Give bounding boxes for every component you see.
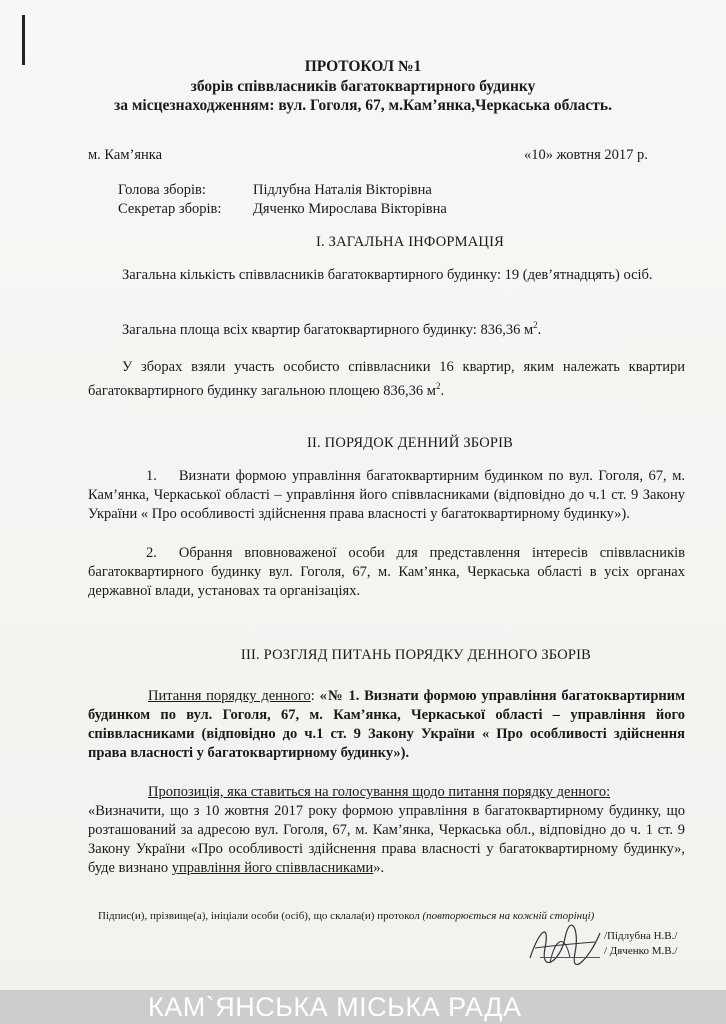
- section-2-heading: ІІ. ПОРЯДОК ДЕННИЙ ЗБОРІВ: [306, 435, 514, 451]
- agenda-item-2: 2. Обрання вповноваженої особи для представлення інтересів співвласників багатоквартирного будинку вул. Гоголя, 67, м. Кам’янка, Черкаська області в усіх органах державної влади, установах та організаціях.: [88, 545, 685, 599]
- question-1: Питання порядку денного: «№ 1. Визнати формою управління багатоквартирним будинком по вул. Гоголя, 67, м. Кам’янка, Черкаської області – управління його співвласниками (відповідно до ч.1 ст. 9 Закону України « Про особливості здійснення права власності у багатоквартирному будинку»).: [88, 688, 686, 761]
- signature-line: [540, 957, 600, 958]
- section-1-total-area: Загальна площа всіх квартир багатоквартирного будинку: 836,36 $м^2$.: [122, 320, 542, 338]
- protocol-title: ПРОТОКОЛ №1: [304, 58, 422, 75]
- handwritten-signature: [520, 918, 610, 968]
- chair-name: Підлубна Наталія Вікторівна: [253, 182, 432, 198]
- city: м. Кам’янка: [88, 147, 163, 163]
- proposal-text: «Визначити, що з 10 жовтня 2017 року формою управління в багатоквартирному будинку, що розташований за адресою вул. Гоголя, 67, м. Кам’янка, Черкаська обл., відповідно до ч. 1 ст. 9 Закону України «Про особливості здійснення права власності у багатоквартирному будинку», буде визнано управління його співвласниками».: [88, 803, 685, 876]
- agenda-item-1: 1. Визнати формою управління багатоквартирним будинком по вул. Гоголя, 67, м. Кам’янка, Черкаської області – управління його співвласниками (відповідно до ч.1 ст. 9 Закону України « Про особливості здійснення права власності у багатоквартирному будинку»).: [88, 468, 685, 522]
- secretary-label: Секретар зборів:: [118, 201, 222, 217]
- signature-caption: Підпис(и), прізвище(а), ініціали особи (осіб), що склала(и) протокол (повторюється на кожній сторінці): [98, 910, 595, 922]
- section-1-participation: У зборах взяли участь особисто співвласники 16 квартир, яким належать квартири багатоквартирного будинку загальною площею 836,36 $м^2$.: [88, 359, 685, 399]
- section-1-heading: І. ЗАГАЛЬНА ІНФОРМАЦІЯ: [315, 234, 505, 250]
- archive-stamp-text: КАМ`ЯНСЬКА МІСЬКА РАДА: [148, 992, 522, 1022]
- proposal-label-line: Пропозиція, яка ставиться на голосування щодо питання порядку денного:: [148, 784, 611, 800]
- secretary-name: Дяченко Мирослава Вікторівна: [253, 201, 447, 217]
- section-3-heading: ІІІ. РОЗГЛЯД ПИТАНЬ ПОРЯДКУ ДЕННОГО ЗБОРІВ: [240, 647, 592, 663]
- meeting-date: «10» жовтня 2017 р.: [524, 147, 648, 163]
- chair-label: Голова зборів:: [118, 182, 206, 198]
- signatory-2: / Дяченко М.В./: [604, 945, 678, 957]
- signatory-1: /Підлубна Н.В./: [604, 930, 678, 942]
- protocol-location: за місцезнаходженням: вул. Гоголя, 67, м.Кам’янка,Черкаська область.: [114, 97, 612, 114]
- protocol-subtitle: зборів співвласників багатоквартирного будинку: [190, 78, 536, 95]
- section-1-owners-count: Загальна кількість співвласників багатоквартирного будинку: 19 (дев’ятнадцять) осіб.: [122, 267, 653, 283]
